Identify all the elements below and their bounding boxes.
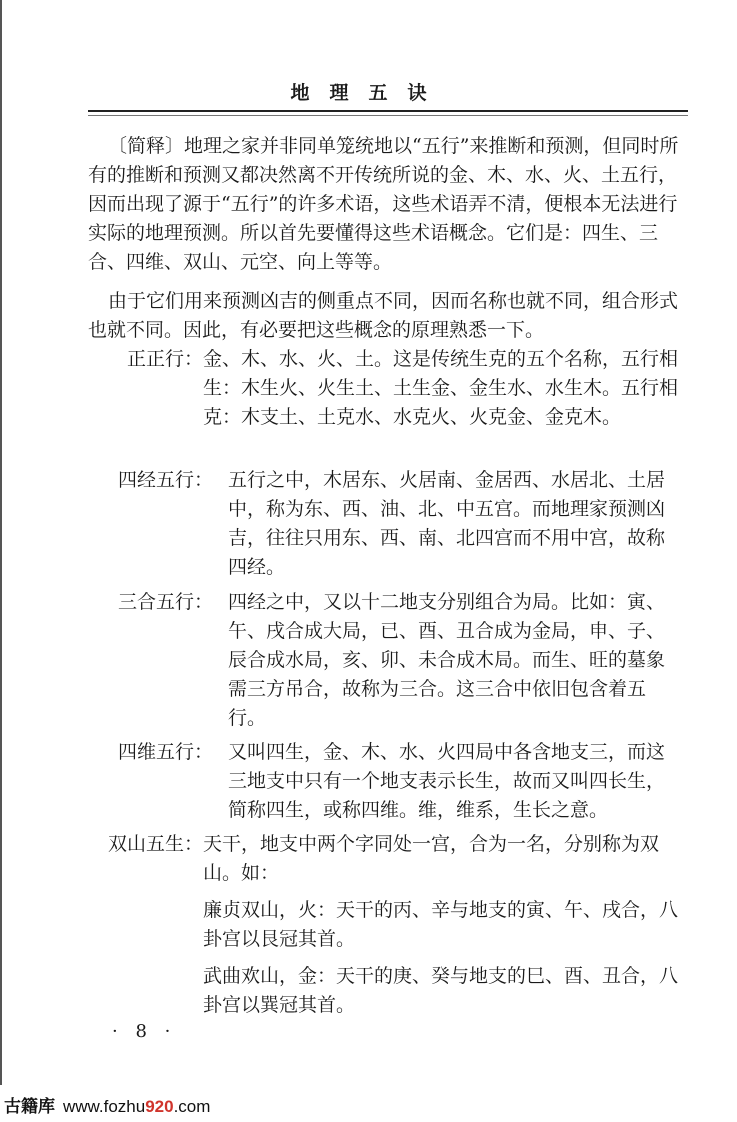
footer-url-suffix: .com (173, 1097, 211, 1116)
header-rule (88, 110, 688, 112)
footer-url-accent: 920 (145, 1097, 174, 1116)
page-number: · 8 · (112, 1021, 177, 1042)
footer-brand: 古籍库 (4, 1097, 55, 1116)
page-edge-line (0, 0, 2, 1085)
entry-term: 四经五行： (117, 469, 213, 491)
entry-subitem: 廉贞双山，火：天干的丙、辛与地支的寅、午、戌合，八卦宫以艮冠其首。 (203, 899, 679, 950)
entry-text-block (203, 830, 683, 1020)
footer-url-prefix: www.fozhu (63, 1097, 146, 1116)
header-rule-thin (88, 115, 688, 116)
running-header: 地理五诀 (290, 82, 447, 104)
entry-term: 双山五生： (107, 833, 203, 855)
paragraph-explanation: 〔简释〕地理之家并非同单笼统地以“五行”来推断和预测，但同时所有的推断和预测又都决然离不开传统所说的金、木、水、火、土五行，因而出现了源于“五行”的许多术语，这些术语弄不清，便根本无法进行实际的地理预测。所以首先要懂得这些术语概念。它们是：四生、三合、四维、双山、元空、向上等等。 (88, 135, 679, 273)
entry-term: 三合五行： (117, 591, 213, 613)
entry-subitem: 武曲欢山，金：天干的庚、癸与地支的巳、酉、丑合，八卦宫以巽冠其首。 (203, 965, 679, 1016)
entry-text: 五行之中，木居东、火居南、金居西、水居北、土居中，称为东、西、油、北、中五宫。而地理家预测凶吉，往往只用东、西、南、北四宫而不用中宫，故称四经。 (228, 469, 666, 578)
entry-text: 金、木、水、火、土。这是传统生克的五个名称，五行相生：木生火、火生土、土生金、金生水、水生木。五行相克：木支土、土克水、水克火、火克金、金克木。 (203, 348, 679, 428)
entry-term: 四维五行： (117, 741, 213, 763)
entry-text: 四经之中，又以十二地支分别组合为局。比如：寅、午、戌合成大局，已、酉、丑合成为金局，申、子、辰合成水局，亥、卯、未合成木局。而生、旺的墓象需三方吊合，故称为三合。这三合中依旧包含着五行。 (228, 591, 666, 729)
entry-text: 又叫四生，金、木、水、火四局中各含地支三，而这三地支中只有一个地支表示长生，故而又叫四长生，简称四生，或称四维。维，维系，生长之意。 (228, 741, 666, 821)
paragraph-intro: 由于它们用来预测凶吉的侧重点不同，因而名称也就不同，组合形式也就不同。因此，有必要把这些概念的原理熟悉一下。 (88, 290, 679, 341)
entry-term: 正正行： (126, 348, 203, 370)
watermark-footer (4, 1092, 210, 1117)
entry-text: 天干，地支中两个字同处一宫，合为一名，分别称为双山。如： (203, 833, 660, 884)
